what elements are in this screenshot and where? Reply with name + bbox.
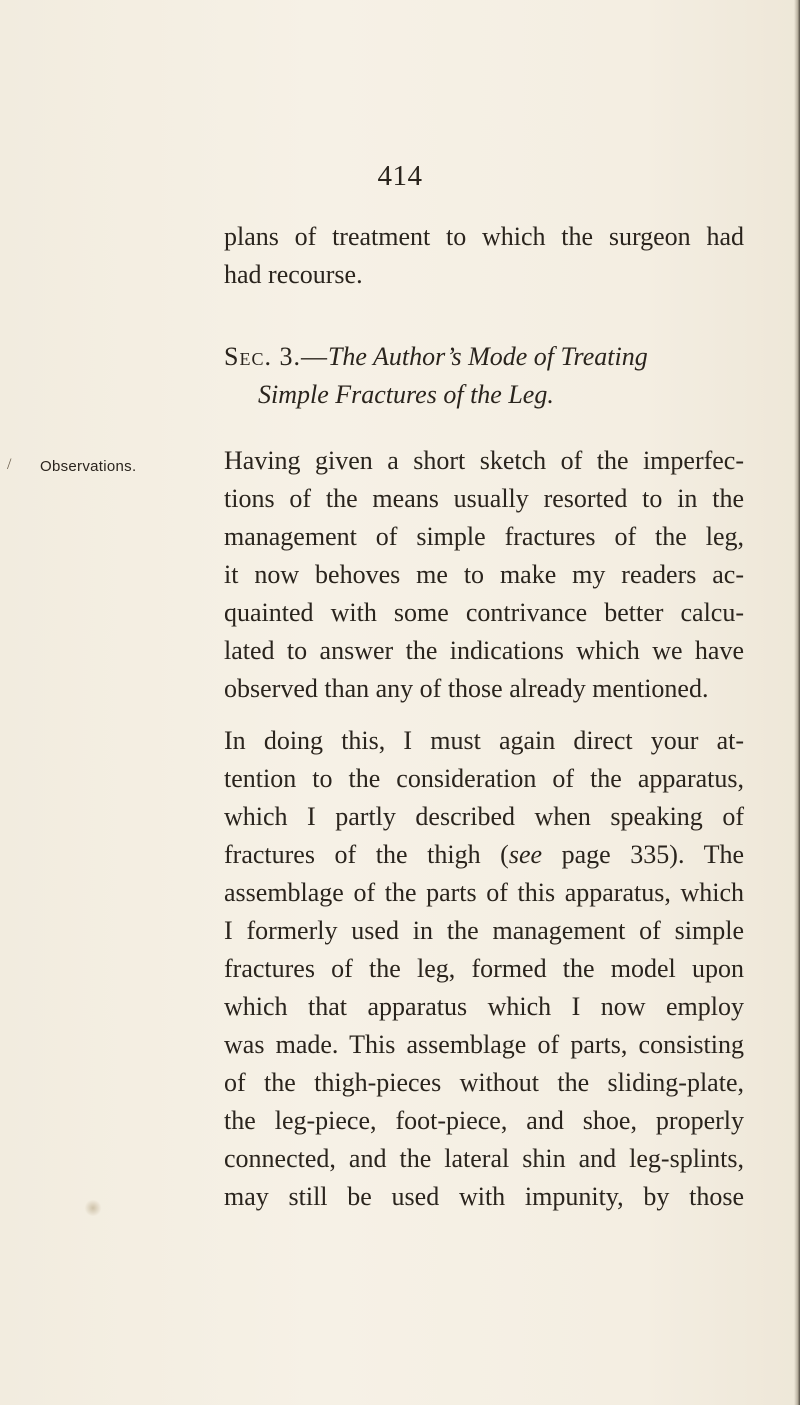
page-number: 414: [377, 160, 423, 192]
opening-paragraph: [224, 218, 744, 294]
text-line: it now behoves me to make my readers ac-: [224, 560, 744, 589]
paper-stain: [84, 1200, 102, 1216]
page-edge-shadow: [794, 0, 800, 1405]
text-line: fractures of the leg, formed the model upon: [224, 954, 744, 983]
text-line: connected, and the lateral shin and leg-splints,: [224, 1144, 744, 1173]
text-line: had recourse.: [224, 260, 363, 289]
text-line: Having given a short sketch of the imperfec-: [224, 446, 744, 475]
text-line: tions of the means usually resorted to in the: [224, 484, 744, 513]
text-line: I formerly used in the management of simple: [224, 916, 744, 945]
text-line: which that apparatus which I now employ: [224, 992, 744, 1021]
text-line: which I partly described when speaking of: [224, 802, 744, 831]
text-line: assemblage of the parts of this apparatus, which: [224, 878, 744, 907]
paragraph-2: [224, 722, 744, 1216]
text-line: quainted with some contrivance better calcu-: [224, 598, 744, 627]
text-fragment: page 335). The: [542, 840, 744, 869]
text-line: In doing this, I must again direct your at-: [224, 726, 744, 755]
section-title-line2: Simple Fractures of the Leg.: [258, 380, 554, 409]
text-line: tention to the consideration of the apparatus,: [224, 764, 744, 793]
text-line: was made. This assemblage of parts, consisting: [224, 1030, 744, 1059]
see-reference: see: [508, 840, 543, 869]
text-line: plans of treatment to which the surgeon had: [224, 222, 744, 251]
margin-note: Observations.: [40, 458, 137, 475]
text-line: of the thigh-pieces without the sliding-plate,: [224, 1068, 744, 1097]
section-heading: [224, 338, 744, 414]
margin-mark: /: [7, 456, 12, 473]
text-line-with-reference: [224, 836, 744, 874]
section-prefix: Sec. 3.—: [224, 342, 328, 371]
paragraph-1: [224, 442, 744, 708]
text-line: the leg-piece, foot-piece, and shoe, properly: [224, 1106, 744, 1135]
section-title-line1: The Author’s Mode of Treating: [327, 342, 648, 371]
text-line: management of simple fractures of the leg,: [224, 522, 744, 551]
text-line: lated to answer the indications which we have: [224, 636, 744, 665]
text-line: may still be used with impunity, by those: [224, 1182, 744, 1211]
text-line: observed than any of those already mentioned.: [224, 674, 709, 703]
text-fragment: fractures of the thigh (: [224, 840, 509, 869]
